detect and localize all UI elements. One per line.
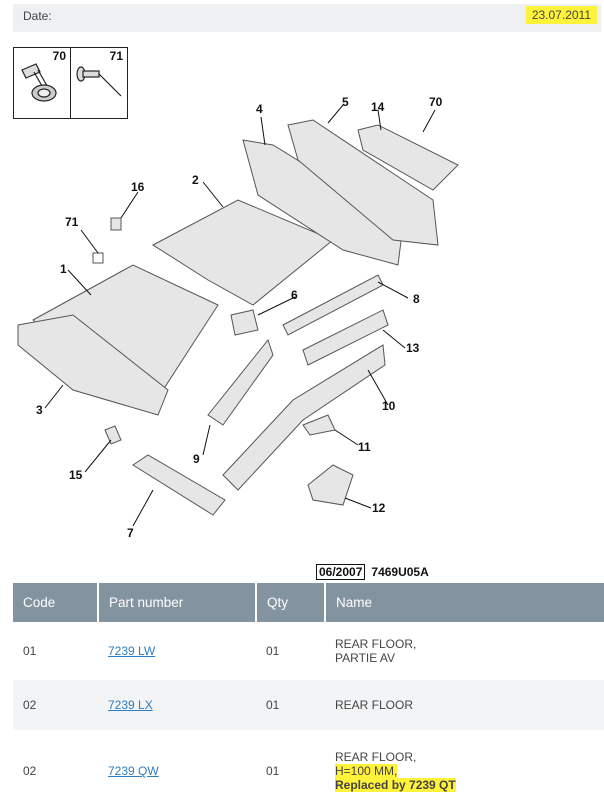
callout-3: 3 xyxy=(36,403,43,417)
callout-2: 2 xyxy=(192,173,199,187)
callout-12: 12 xyxy=(372,501,386,515)
callout-13: 13 xyxy=(406,341,420,355)
part-rivet-71 xyxy=(93,253,103,263)
name-line-highlighted: H=100 MM, xyxy=(335,764,398,778)
table-header-row xyxy=(13,583,604,622)
name-line: PARTIE AV xyxy=(335,651,396,665)
reference-date: 06/2007 xyxy=(316,564,365,580)
callout-16: 16 xyxy=(131,180,145,194)
date-bar xyxy=(13,4,601,32)
cell-name xyxy=(325,730,604,812)
callout-4: 4 xyxy=(256,102,263,116)
replacement-note: Replaced by 7239 QT xyxy=(335,778,456,792)
callout-7: 7 xyxy=(127,526,134,540)
part-bracket-11 xyxy=(303,415,335,435)
cell-code: 01 xyxy=(23,644,37,658)
cell-qty: 01 xyxy=(266,764,280,778)
legend-number: 71 xyxy=(109,49,123,63)
callout-5: 5 xyxy=(342,95,349,109)
cell-code: 02 xyxy=(13,680,98,730)
cell-qty: 01 xyxy=(256,680,325,730)
reference-code: 7469U05A xyxy=(371,565,429,579)
callout-10: 10 xyxy=(382,399,396,413)
legend-number: 70 xyxy=(52,49,66,63)
callout-11: 11 xyxy=(358,440,371,454)
cell-name xyxy=(325,622,604,680)
part-clip-15 xyxy=(105,426,121,444)
name-line: REAR FLOOR, xyxy=(335,637,417,651)
cell-code: 02 xyxy=(23,764,37,778)
table-row xyxy=(13,730,604,812)
column-header-code: Code xyxy=(13,583,98,622)
table-row xyxy=(13,622,604,680)
date-label: Date: xyxy=(23,9,52,23)
callout-71: 71 xyxy=(65,215,79,229)
callout-1: 1 xyxy=(60,262,67,276)
part-number-link[interactable]: 7239 QW xyxy=(108,764,159,778)
column-header-name: Name xyxy=(325,583,604,622)
callout-14: 14 xyxy=(371,100,385,114)
cell-part-number xyxy=(98,622,256,680)
part-number-link[interactable]: 7239 LW xyxy=(108,644,156,658)
name-line: REAR FLOOR xyxy=(335,698,414,712)
callout-6: 6 xyxy=(291,288,298,302)
callout-9: 9 xyxy=(193,452,200,466)
cell-part-number xyxy=(98,730,256,812)
date-value: 23.07.2011 xyxy=(526,6,597,24)
part-bracket-16 xyxy=(111,218,121,230)
name-line: REAR FLOOR, xyxy=(335,750,417,764)
cell-qty: 01 xyxy=(266,644,280,658)
part-bracket-6 xyxy=(231,310,258,335)
part-number-link[interactable]: 7239 LX xyxy=(108,698,153,712)
callout-15: 15 xyxy=(69,468,83,482)
part-wheelhouse-9 xyxy=(208,340,273,425)
cell-part-number xyxy=(98,680,256,730)
column-header-qty: Qty xyxy=(256,583,325,622)
part-crossmember-7 xyxy=(133,455,225,515)
exploded-parts-diagram xyxy=(13,90,603,560)
callout-70: 70 xyxy=(429,95,443,109)
column-header-part-number: Part number xyxy=(98,583,256,622)
parts-table xyxy=(13,583,604,812)
table-row xyxy=(13,680,604,730)
diagram-reference xyxy=(316,565,429,579)
callout-8: 8 xyxy=(413,292,420,306)
cell-name xyxy=(325,680,604,730)
